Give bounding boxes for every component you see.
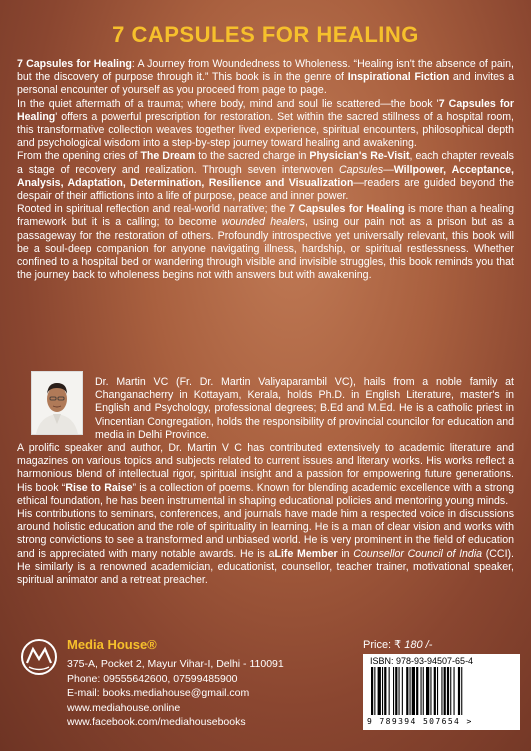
text-run: is more than a healing framework but it is a calling; to become [17, 203, 515, 229]
text-run: , each chapter reveals a stage of recovery and realization. Through seven interwoven [17, 150, 514, 176]
price-value: 180 /- [404, 639, 433, 651]
price-label [363, 638, 518, 651]
isbn-number: ISBN: 978-93-94507-65-4 [370, 656, 474, 666]
publisher-name: Media House® [67, 637, 157, 652]
text-run: The Dream [140, 150, 196, 163]
text-run: From the opening cries of [17, 150, 141, 163]
text-run: —readers are guided beyond the despair of their afflictions into a life of purpose, peace and inner power. [17, 176, 514, 203]
text-run: to the sacred charge in [195, 150, 310, 163]
publisher-facebook: www.facebook.com/mediahousebooks [67, 716, 246, 728]
text-run: 7 Capsules for Healing [17, 97, 514, 123]
book-title: 7 CAPSULES FOR HEALING [112, 22, 419, 47]
publisher-email: E-mail: books.mediahouse@gmail.com [67, 687, 250, 699]
text-run: Rise to Raise [65, 481, 133, 494]
author-paragraph [17, 508, 514, 587]
text-run: Capsules [339, 163, 384, 176]
author-photo [31, 371, 83, 435]
author-portrait-icon [32, 372, 82, 434]
text-run: ” is a collection of poems. Known for blending academic excellence with a strong ethical foundation, he has been instrumental in shaping educational policies and mentoring young minds. [17, 481, 514, 507]
text-run: Dr. Martin VC (Fr. Dr. Martin Valiyaparambil VC), hails from a noble family at Changanacherry in Kottayam, Kerala, holds Ph.D. in English Literature, master's in English and Psychology, professional degrees; B.Ed and M.Ed. He is a catholic priest in Vincentian Congregation, holds the responsibility of provincial councilor for education and media in Delhi Province. [95, 376, 514, 441]
price-prefix: Price: ₹ [363, 639, 405, 651]
text-run: Physician's Re-Visit [309, 150, 410, 163]
author-bio [17, 442, 514, 587]
barcode-icon [369, 667, 515, 717]
author-paragraph [95, 376, 514, 442]
text-run: A prolific speaker and author, Dr. Martin V C has contributed extensively to academic literature and magazines on various topics and subjects related to current issues and literary works. His works reflect a harmonious blend of intellectual rigor, spiritual insight and a passion for empowering future generations. His book “ [17, 442, 514, 494]
text-run: ' offers a powerful prescription for restoration. Set within the sacred stillness of a hospital room, this transformative collection weaves together lived experience, spiritual encounters, philosophical depth and psychological wisdom into a step-by-step journey toward healing and awakening. [17, 110, 514, 150]
book-blurb [17, 58, 514, 282]
back-cover-footer [0, 633, 531, 751]
text-run: Inspirational Fiction [347, 71, 450, 84]
text-run: In the quiet aftermath of a trauma; where body, mind and soul lie scattered—the book ' [17, 97, 439, 110]
blurb-paragraph [17, 203, 514, 282]
text-run: 7 Capsules for Healing [17, 58, 132, 70]
barcode-digits: 9 789394 507654 > [367, 717, 473, 726]
text-run: , using our pain not as a prison but as a passageway for the restoration of others. Profoundly introspective yet universally relevant, this book will be a soul-deep companion for anyone navigating illness, hardship, or spiritual restlessness. Whether confined to a hospital bed or wandering through visible and invisible struggles, this book reminds you that the journey back to wholeness begins not with answers but with awakening. [17, 216, 514, 282]
text-run: Life Member [274, 547, 338, 560]
publisher-contact [67, 657, 284, 730]
blurb-paragraph [17, 98, 514, 151]
text-run: (CCI). He similarly is a renowned academician, educationist, counsellor, teacher trainer, motivational speaker, spiritual animator and a retreat preacher. [17, 547, 515, 587]
media-house-logo-icon [18, 637, 60, 677]
author-paragraph [17, 442, 514, 508]
text-run: Counsellor Council of India [353, 547, 483, 560]
text-run: His contributions to seminars, conferences, and journals have made him a respected voice in discussions around holistic education and the role of spirituality in learning. He is a man of clear vision and works with strong convictions to see a transformed and unbiased world. He is very prominent in the field of education and is appreciated with many notable awards. He is a [17, 508, 514, 560]
text-run: in [337, 547, 354, 560]
blurb-paragraph [17, 150, 514, 203]
publisher-phone: Phone: 09555642600, 07599485900 [67, 672, 238, 685]
text-run: and invites a personal encounter of yourself as you proceed from page to page. [17, 71, 514, 97]
isbn-barcode [363, 654, 520, 730]
text-run: Willpower, Acceptance, Analysis, Adaptation, Determination, Resilience and Visualization [17, 163, 514, 189]
text-run: 7 Capsules for Healing [289, 203, 405, 216]
text-run: Rooted in spiritual reflection and real-world narrative; the [17, 203, 290, 216]
author-bio-intro [95, 376, 514, 442]
publisher-website: www.mediahouse.online [67, 701, 181, 714]
publisher-address: 375-A, Pocket 2, Mayur Vihar-I, Delhi - 110091 [67, 658, 284, 670]
text-run: : A Journey from Woundedness to Wholeness. “Healing isn't the absence of pain, but the discovery of purpose through it.” This book is in the genre of [17, 58, 514, 84]
blurb-paragraph [17, 58, 514, 98]
text-run: — [383, 163, 394, 176]
text-run: wounded healers [221, 216, 305, 229]
